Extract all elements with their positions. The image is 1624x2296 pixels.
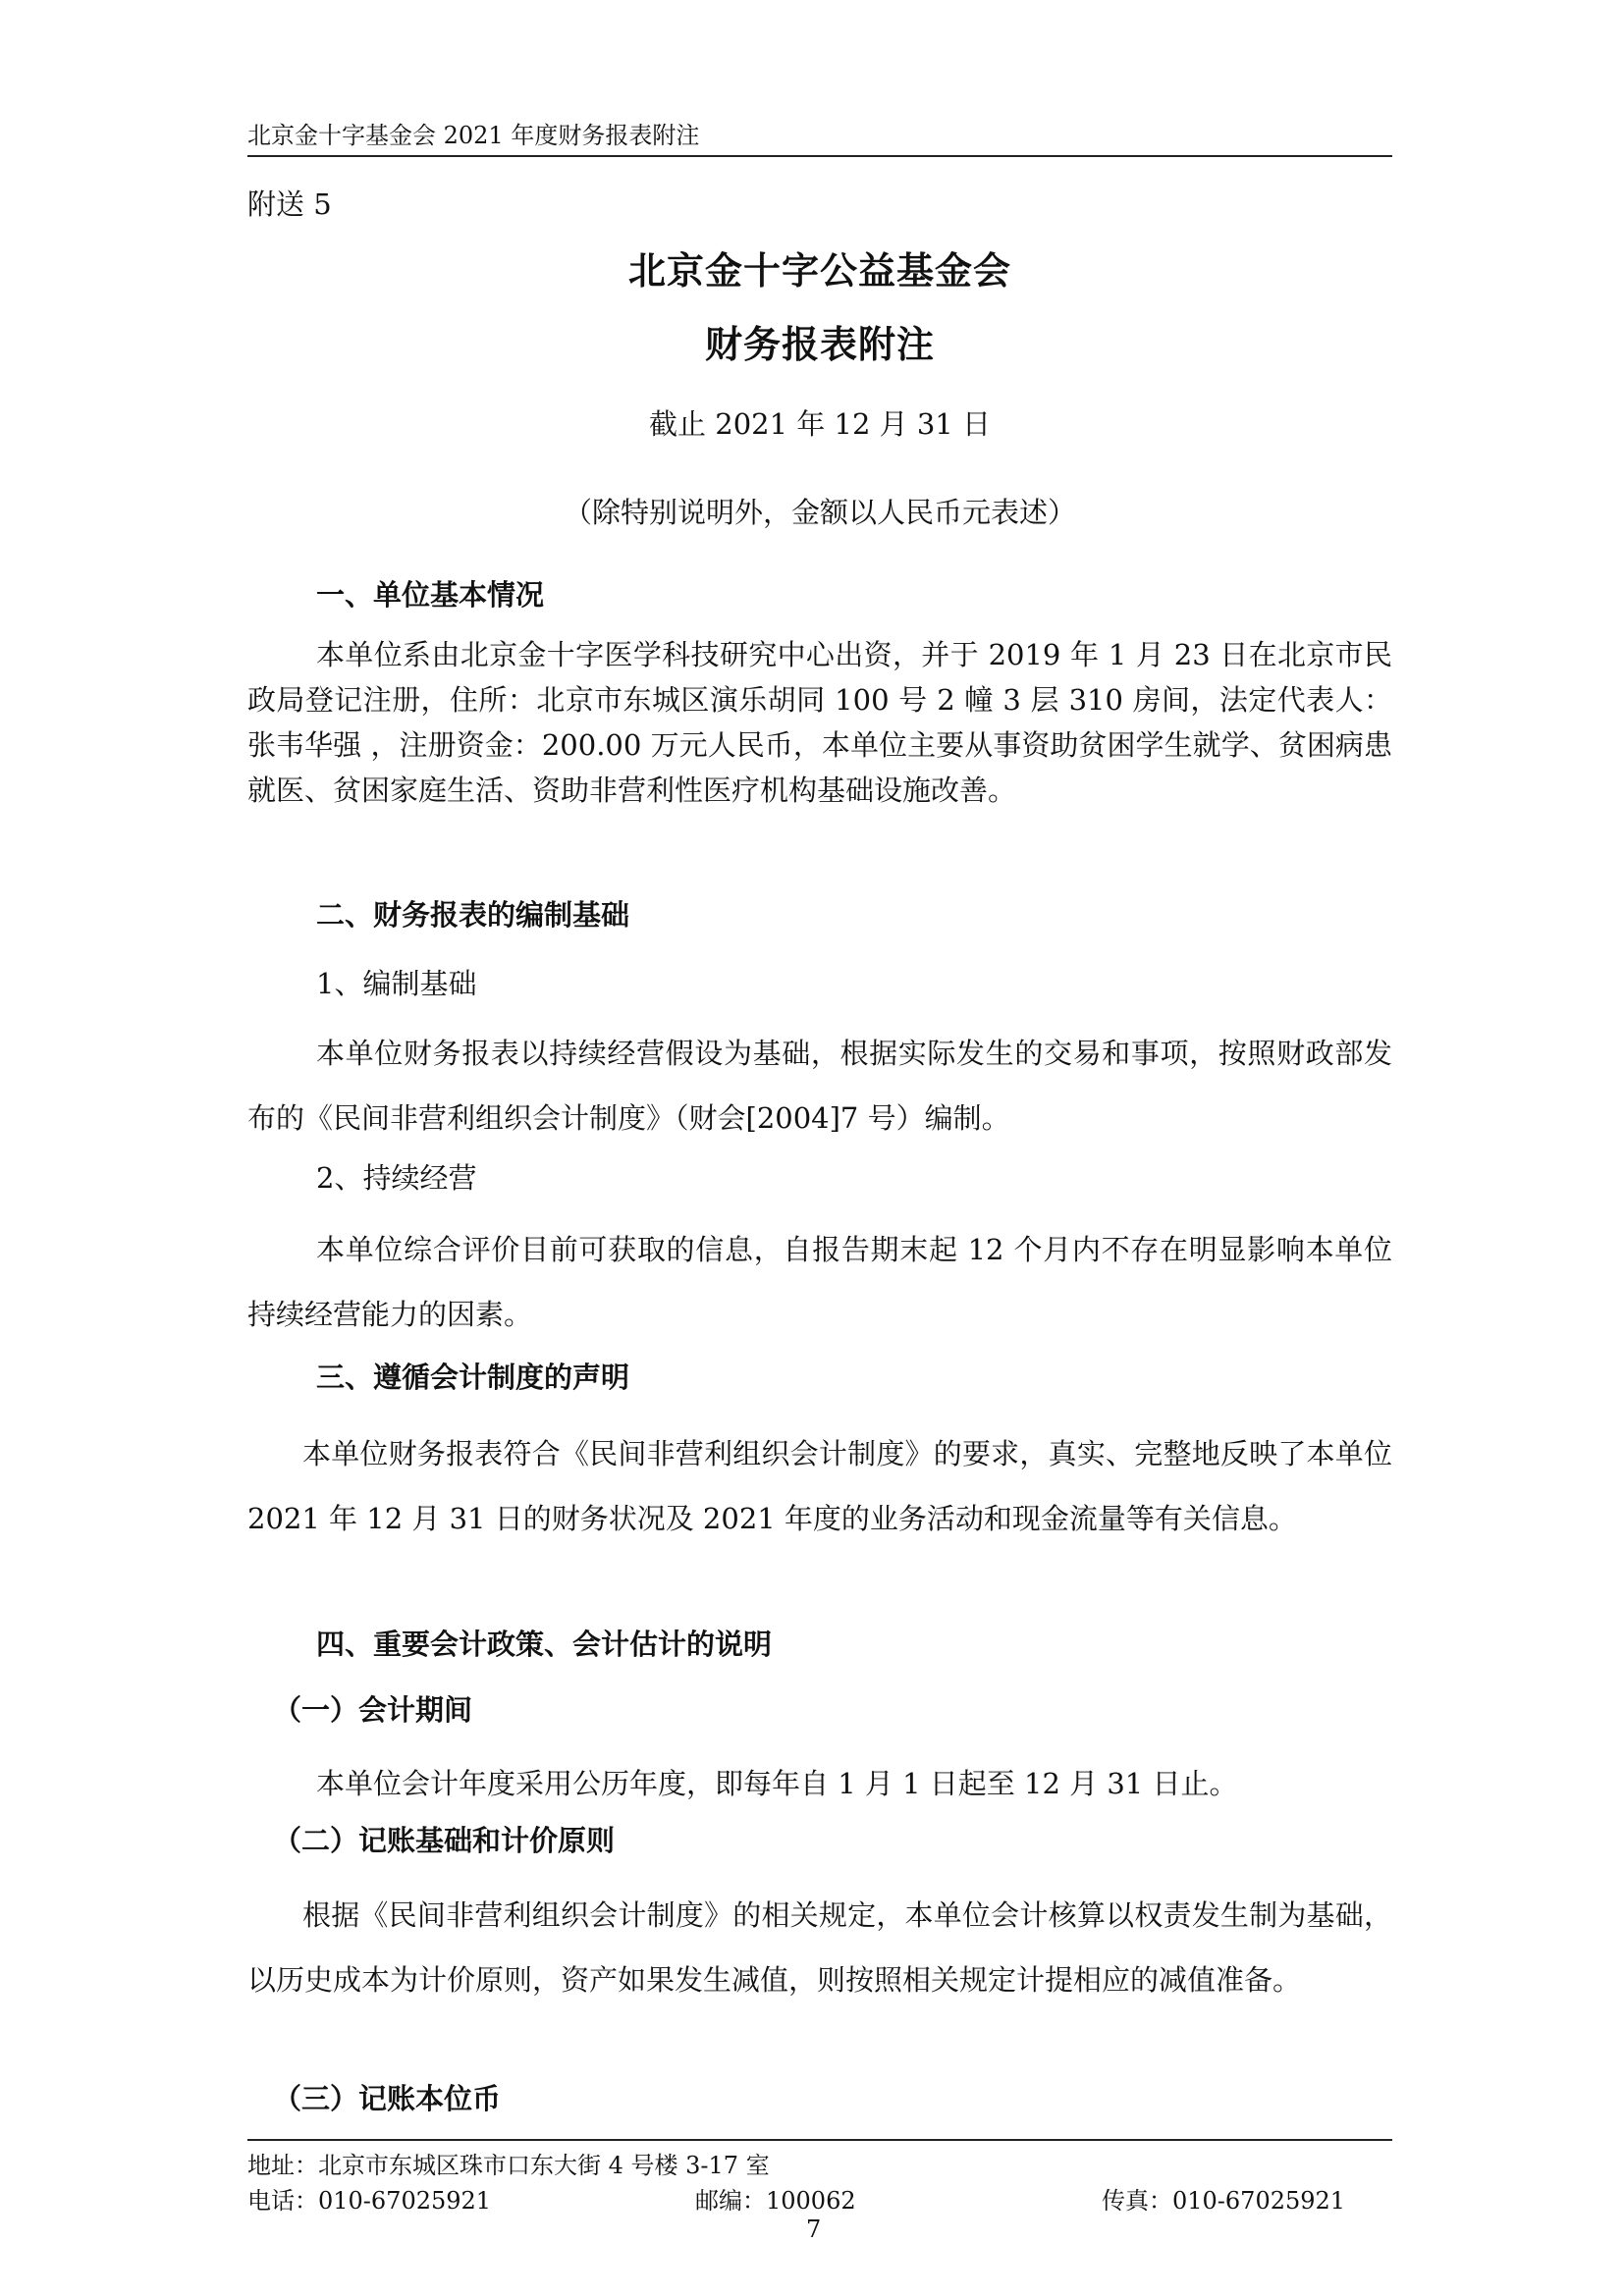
section-1-heading: 一、单位基本情况 xyxy=(316,578,545,612)
section-4-sub-1: （一）会计期间 xyxy=(273,1693,473,1727)
section-3-heading: 三、遵循会计制度的声明 xyxy=(316,1361,630,1394)
page-header xyxy=(247,110,1392,157)
section-1-paragraph: 本单位系由北京金十字医学科技研究中心出资，并于 2019 年 1 月 23 日在北京市民政局登记注册，住所：北京市东城区演乐胡同 100 号 2 幢 3 层 310 房间，法定代表人：张韦华强 ，注册资金：200.00 万元人民币，本单位主要从事资助贫困学生就学、贫困病患就医、贫困家庭生活、资助非营利性医疗机构基础设施改善。 xyxy=(247,638,1392,807)
header-text: 北京金十字基金会 2021 年度财务报表附注 xyxy=(247,122,700,149)
section-2-paragraph-1: 本单位财务报表以持续经营假设为基础，根据实际发生的交易和事项，按照财政部发布的《民间非营利组织会计制度》（财会[2004]7 号）编制。 xyxy=(247,1037,1392,1135)
footer-divider xyxy=(247,2139,1392,2141)
section-4-paragraph-1: 本单位会计年度采用公历年度，即每年自 1 月 1 日起至 12 月 31 日止。 xyxy=(316,1767,1238,1800)
section-2-paragraph-2: 本单位综合评价目前可获取的信息，自报告期末起 12 个月内不存在明显影响本单位持续经营能力的因素。 xyxy=(247,1233,1392,1331)
section-4-paragraph-2: 根据《民间非营利组织会计制度》的相关规定，本单位会计核算以权责发生制为基础，以历史成本为计价原则，资产如果发生减值，则按照相关规定计提相应的减值准备。 xyxy=(247,1898,1392,1997)
footer-fax: 传真：010-67025921 xyxy=(1102,2187,1346,2215)
attachment-label: 附送 5 xyxy=(247,187,332,221)
page-number: 7 xyxy=(806,2216,822,2243)
footer-phone: 电话：010-67025921 xyxy=(247,2187,492,2215)
unit-note: （除特别说明外，金额以人民币元表述） xyxy=(563,496,1076,529)
footer-postcode: 邮编：100062 xyxy=(695,2187,856,2215)
section-2-sub-2: 2、持续经营 xyxy=(316,1161,477,1195)
document-title: 北京金十字公益基金会 xyxy=(627,249,1011,293)
section-4-sub-2: （二）记账基础和计价原则 xyxy=(273,1824,616,1857)
section-4-heading: 四、重要会计政策、会计估计的说明 xyxy=(316,1628,773,1661)
section-4-sub-3: （三）记账本位币 xyxy=(273,2082,502,2115)
document-subtitle: 财务报表附注 xyxy=(704,323,935,366)
footer-address: 地址：北京市东城区珠市口东大街 4 号楼 3-17 室 xyxy=(247,2152,770,2179)
section-2-sub-1: 1、编制基础 xyxy=(316,967,477,1000)
section-3-paragraph: 本单位财务报表符合《民间非营利组织会计制度》的要求，真实、完整地反映了本单位 2021 年 12 月 31 日的财务状况及 2021 年度的业务活动和现金流量等有关信息。 xyxy=(247,1437,1392,1535)
section-2-heading: 二、财务报表的编制基础 xyxy=(316,898,630,932)
date-line: 截止 2021 年 12 月 31 日 xyxy=(649,407,991,441)
